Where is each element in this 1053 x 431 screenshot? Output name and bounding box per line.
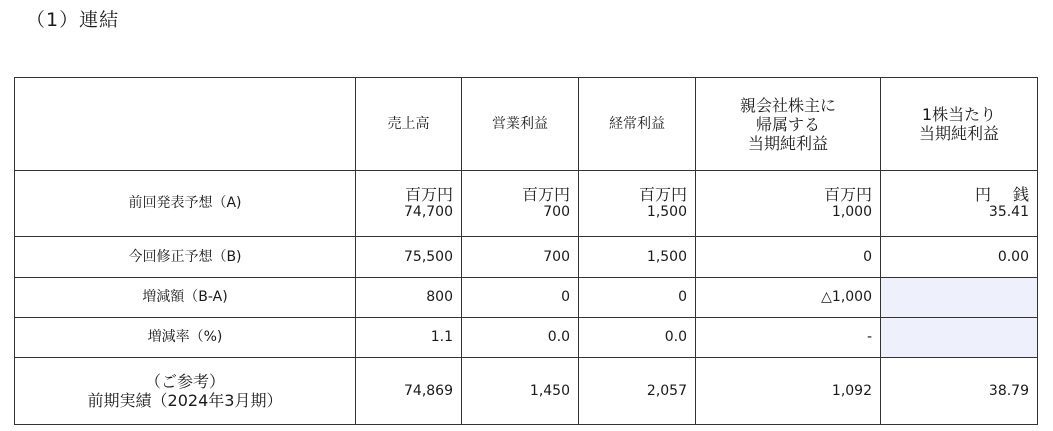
cell-operating-profit: 0 [462, 278, 579, 318]
cell-net-income: 1,092 [696, 358, 881, 425]
cell-operating-profit: 700 [462, 237, 579, 278]
row-label-line: 前期実績（2024年3月期） [87, 391, 283, 410]
header-net-income-line: 親会社株主に [739, 95, 836, 115]
cell-operating-profit: 0.0 [462, 318, 579, 358]
header-net-income [696, 78, 881, 171]
cell-ordinary-profit [579, 171, 696, 237]
header-blank [15, 78, 356, 171]
table-row-change-amount [15, 278, 1038, 318]
table-row-prior-results [15, 358, 1038, 425]
header-row [15, 78, 1038, 171]
row-label-line: （ご参考） [144, 372, 225, 391]
row-label: 増減額（B-A) [15, 278, 356, 318]
cell-net-income: △1,000 [696, 278, 881, 318]
header-eps [881, 78, 1038, 171]
cell-value: 1,000 [831, 204, 872, 220]
cell-operating-profit: 1,450 [462, 358, 579, 425]
cell-value: 74,700 [404, 204, 453, 220]
row-label: 増減率（%) [15, 318, 356, 358]
cell-sales: 74,869 [356, 358, 462, 425]
header-operating-profit: 営業利益 [462, 78, 579, 171]
row-label [15, 358, 356, 425]
cell-net-income: - [696, 318, 881, 358]
cell-eps [881, 171, 1038, 237]
cell-ordinary-profit: 1,500 [579, 237, 696, 278]
unit-label: 百万円 [823, 185, 872, 204]
cell-eps: 0.00 [881, 237, 1038, 278]
unit-label-sen: 銭 [1012, 185, 1029, 204]
table-row-revised-forecast [15, 237, 1038, 278]
cell-sales: 800 [356, 278, 462, 318]
cell-value: 1,500 [646, 204, 687, 220]
forecast-revision-table [14, 77, 1038, 425]
header-ordinary-profit: 経常利益 [579, 78, 696, 171]
cell-eps-shaded [881, 318, 1038, 358]
cell-net-income: 0 [696, 237, 881, 278]
row-label: 前回発表予想（A) [15, 171, 356, 237]
section-heading: （1）連結 [26, 9, 120, 31]
unit-label-pair [889, 186, 1029, 204]
cell-ordinary-profit: 0.0 [579, 318, 696, 358]
cell-net-income [696, 171, 881, 237]
cell-sales: 75,500 [356, 237, 462, 278]
cell-value: 35.41 [988, 204, 1029, 220]
cell-ordinary-profit: 0 [579, 278, 696, 318]
header-eps-line: 当期純利益 [918, 124, 999, 143]
header-net-income-line: 当期純利益 [747, 133, 828, 153]
cell-sales: 1.1 [356, 318, 462, 358]
header-sales: 売上高 [356, 78, 462, 171]
table-row-previous-forecast [15, 171, 1038, 237]
header-eps-line: 1株当たり [921, 105, 997, 124]
cell-value: 700 [543, 204, 570, 220]
header-net-income-line: 帰属する [755, 114, 820, 134]
cell-eps-shaded [881, 278, 1038, 318]
cell-ordinary-profit: 2,057 [579, 358, 696, 425]
cell-eps: 38.79 [881, 358, 1038, 425]
cell-operating-profit [462, 171, 579, 237]
table-row-change-rate [15, 318, 1038, 358]
unit-label: 百万円 [638, 185, 687, 204]
unit-label-yen: 円 [974, 185, 991, 204]
cell-sales [356, 171, 462, 237]
row-label: 今回修正予想（B) [15, 237, 356, 278]
unit-label: 百万円 [521, 185, 570, 204]
unit-label: 百万円 [404, 185, 453, 204]
